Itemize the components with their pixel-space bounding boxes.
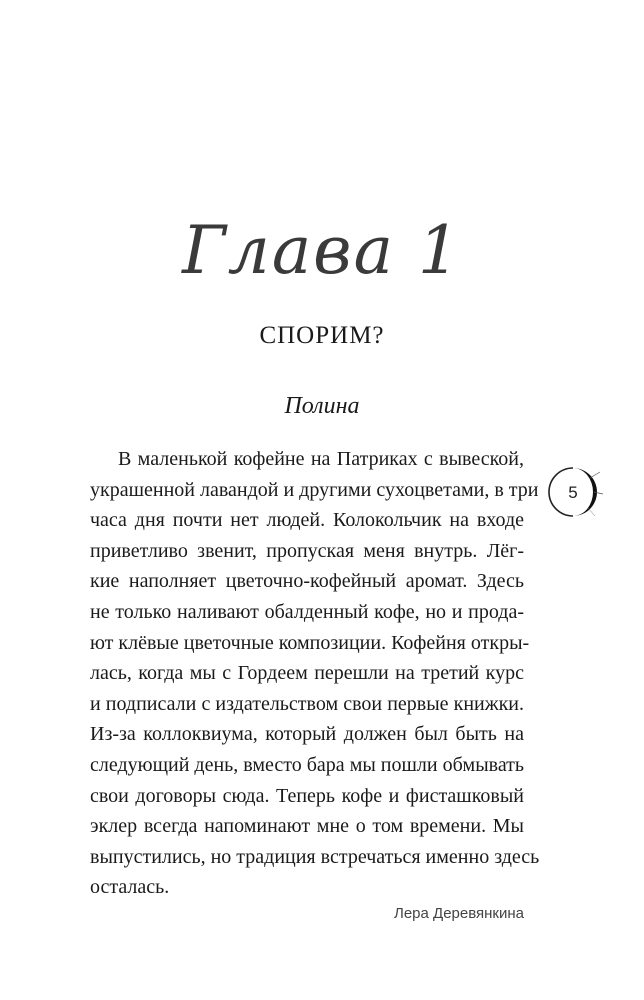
body-text [90,444,540,903]
text-line: украшенной лавандой и другими сухоцветами, в три [90,478,539,501]
text-line: выпустились, но традиция встречаться именно здесь [90,845,540,868]
text-line: приветливо звенит, пропуская меня внутрь. Лёг- [90,539,524,562]
text-line: В маленькой кофейне на Патриках с вывеской, [118,448,524,470]
text-line: кие наполняет цветочно-кофейный аромат. Здесь [90,570,524,593]
text-line: осталась. [90,876,170,899]
text-line: лась, когда мы с Гордеем перешли на третий курс [90,662,524,685]
text-line: Из-за коллоквиума, который должен был быть на [90,723,524,746]
page-number: 5 [568,483,578,502]
text-line: свои договоры сюда. Теперь кофе и фисташковый [90,784,524,807]
text-line: следующий день, вместо бара мы пошли обмывать [90,753,525,776]
narrator-name: Полина [284,393,360,419]
running-footer-author: Лера Деревянкина [394,905,524,922]
text-line: эклер всегда напоминают мне о том времени. Мы [90,815,524,838]
text-line: не только наливают обалденный кофе, но и прода- [90,600,524,623]
chapter-title: СПОРИМ? [259,322,385,349]
text-line: часа дня почти нет людей. Колокольчик на входе [90,509,524,532]
text-line: и подписали с издательством свои первые книжки. [90,692,524,715]
page-number-badge [546,464,604,522]
text-line: ют клёвые цветочные композиции. Кофейня откры- [90,631,530,654]
chapter-heading: Глава 1 [182,212,462,289]
